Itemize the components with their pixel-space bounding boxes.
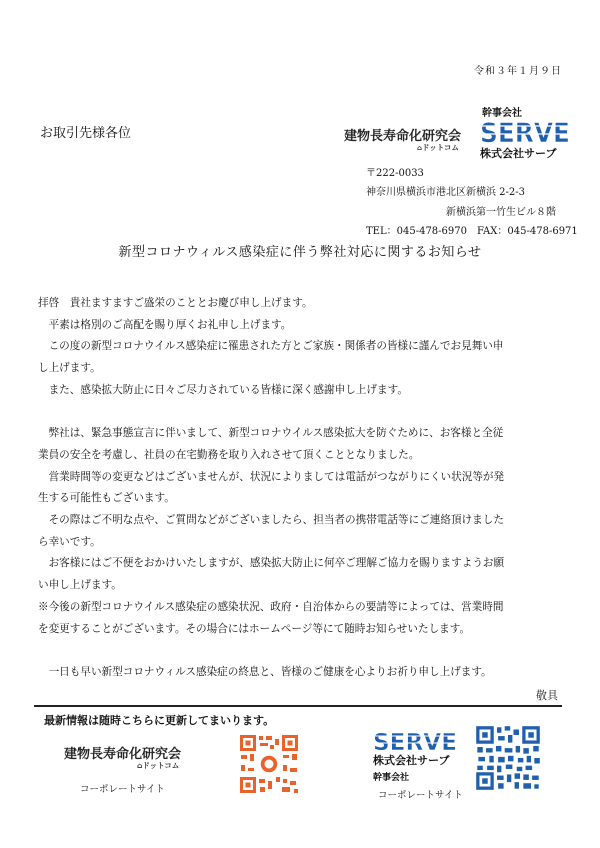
serve-logo-text: SERVE (480, 118, 570, 146)
address-line-1: 神奈川県横浜市港北区新横浜 2-2-3 (366, 187, 526, 198)
org-logo-sub-text: ドットコム (422, 143, 459, 152)
footer-org-logo-sub-text: ドットコム (142, 761, 180, 770)
body-line: 営業時間等の変更などはございませんが、状況によりましては電話がつながりにくい状況等が発 (38, 470, 505, 483)
footer-secretariat-label: 幹事会社 (373, 773, 410, 783)
footer-divider (34, 705, 562, 707)
closing-word: 敬具 (536, 689, 558, 702)
body-line: お客様にはご不便をおかけいたしますが、感染拡大防止に何卒ご理解ご協力を賜りますようお願 (38, 557, 505, 570)
body-line: 拝啓 貴社ますますご盛栄のこととお慶び申し上げます。 (38, 297, 313, 309)
footer-serve-logo (373, 729, 459, 753)
home-icon: ⌂ (417, 144, 423, 152)
footer-company-name: 株式会社サーブ (373, 754, 450, 767)
document-title: 新型コロナウィルス感染症に伴う弊社対応に関するお知らせ (118, 245, 482, 260)
body-line: 平素は格別のご高配を賜り厚くお礼申し上げます。 (38, 318, 292, 331)
body-line: その際はご不明な点や、ご質問などがございましたら、担当者の携帯電話等にご連絡頂けました (38, 514, 504, 527)
body-line: 弊社は、緊急事態宣言に伴いまして、新型コロナウイルス感染拡大を防ぐために、お客様と全従 (38, 427, 504, 440)
home-icon: ⌂ (137, 761, 143, 770)
footer-org-logo-name: 建物長寿命化研究会 (64, 747, 182, 762)
org-logo-sub (417, 142, 459, 153)
org-site-label: コーポレートサイト (80, 784, 165, 795)
document-date: 令和３年１月９日 (474, 66, 562, 77)
serve-logo (480, 118, 572, 146)
body-blank-line (38, 402, 570, 424)
body-line: を変更することがございます。その場合にはホームページ等にて随時お知らせいたします。 (38, 622, 471, 635)
body-line: ※今後の新型コロナウイルス感染症の感染状況、政府・自治体からの要請等によっては、営業時間 (38, 600, 504, 613)
addressee: お取引先様各位 (40, 126, 132, 141)
document-body (38, 293, 570, 684)
postal-code: 〒222-0033 (366, 168, 424, 179)
company-name: 株式会社サーブ (480, 147, 557, 160)
footer-serve-logo-text: SERVE (373, 730, 457, 753)
body-line: 一日も早い新型コロナウィルス感染症の終息と、皆様のご健康を心よりお祈り申し上げます。 (38, 665, 492, 678)
serve-site-label: コーポレートサイト (378, 790, 463, 801)
footer-org-logo (64, 743, 194, 779)
org-qr-code[interactable] (238, 733, 300, 795)
body-line: い申し上げます。 (38, 579, 122, 592)
body-line: 生する可能性もございます。 (38, 492, 175, 505)
org-logo-name: 建物長寿命化研究会 (344, 129, 462, 144)
body-line: ら幸いです。 (38, 535, 101, 548)
body-line: また、感染拡大防止に日々ご尽力されている皆様に深く感謝申し上げます。 (38, 383, 408, 396)
body-line: し上げます。 (38, 362, 101, 375)
body-line: この度の新型コロナウイルス感染症に罹患された方とご家族・関係者の皆様に謹んでお見舞い申 (38, 340, 504, 353)
body-blank-line (38, 640, 570, 662)
serve-qr-code[interactable] (474, 724, 542, 792)
address-line-2: 新横浜第一竹生ビル８階 (446, 207, 556, 218)
update-notice: 最新情報は随時こちらに更新してまいります。 (44, 714, 275, 727)
body-line: 業員の安全を考慮し、社員の在宅勤務を取り入れさせて頂くこととなりました。 (38, 448, 420, 461)
org-logo (344, 125, 474, 161)
contact-line: TEL：045-478-6970 FAX：045-478-6971 (366, 226, 578, 237)
footer-org-logo-sub (137, 760, 179, 771)
secretariat-label: 幹事会社 (482, 108, 522, 119)
